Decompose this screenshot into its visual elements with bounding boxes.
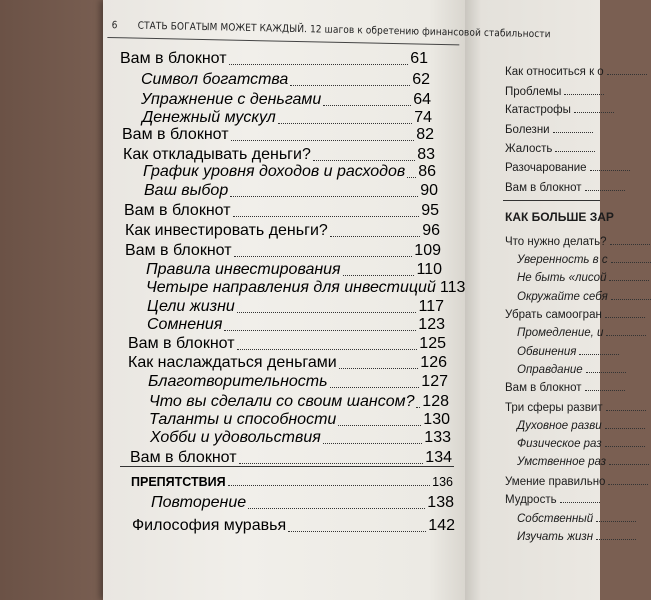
dot-leader xyxy=(323,105,411,106)
toc-entry xyxy=(505,472,648,488)
toc-entry xyxy=(149,413,450,429)
toc-entry-page: 95 xyxy=(421,202,439,219)
toc-entry-title: Вам в блокнот xyxy=(124,202,231,219)
toc-entry-title: Ваш выбор xyxy=(144,182,229,199)
page-number: 6 xyxy=(111,20,118,32)
toc-entry-title: Изучать жизн xyxy=(517,531,594,543)
toc-entry-title: Вам в блокнот xyxy=(120,50,227,67)
toc-entry-title: Вам в блокнот xyxy=(505,182,582,194)
dot-leader xyxy=(596,521,636,522)
dot-leader xyxy=(605,428,645,429)
dot-leader xyxy=(224,330,416,331)
dot-leader xyxy=(579,354,619,355)
toc-entry-title: Вам в блокнот xyxy=(125,242,232,259)
toc-entry xyxy=(130,451,452,467)
toc-entry xyxy=(505,398,646,414)
toc-entry xyxy=(132,519,455,535)
toc-entry-title: Катастрофы xyxy=(505,104,571,116)
toc-entry-title: Разочарование xyxy=(505,162,587,174)
toc-entry-title: Философия муравья xyxy=(132,517,287,534)
dot-leader xyxy=(229,64,409,65)
toc-entry xyxy=(123,148,435,164)
toc-entry-page: 113 xyxy=(439,279,466,296)
toc-entry xyxy=(151,496,454,512)
toc-entry-page: 62 xyxy=(412,71,430,88)
toc-entry-title: Как инвестировать деньги? xyxy=(125,222,328,239)
toc-entry-title: График уровня доходов и расходов xyxy=(143,163,406,180)
toc-entry-page: 96 xyxy=(422,222,440,239)
dot-leader xyxy=(239,463,424,464)
toc-entry-title: Собственный xyxy=(517,513,594,525)
toc-entry xyxy=(517,287,651,303)
dot-leader xyxy=(330,387,420,388)
dot-leader xyxy=(228,485,431,486)
toc-entry-title: Умственное раз xyxy=(517,456,606,468)
toc-entry-title: Окружайте себя xyxy=(517,291,608,303)
dot-leader xyxy=(553,132,593,133)
toc-entry-title: Вам в блокнот xyxy=(505,382,582,394)
toc-entry-title: Вам в блокнот xyxy=(130,449,237,466)
toc-entry-title: Не быть «лисой xyxy=(517,272,607,284)
toc-entry-page: 123 xyxy=(418,316,445,333)
dot-leader xyxy=(416,407,420,408)
dot-leader xyxy=(606,410,646,411)
toc-entry-page: 138 xyxy=(427,494,454,511)
dot-leader xyxy=(607,74,647,75)
toc-entry xyxy=(143,165,436,181)
dot-leader xyxy=(237,349,418,350)
toc-entry-page: 64 xyxy=(413,91,431,108)
toc-entry xyxy=(124,204,439,220)
toc-entry-page: 142 xyxy=(428,517,455,534)
toc-entry-title: Символ богатства xyxy=(141,71,289,88)
toc-entry xyxy=(128,356,447,372)
toc-entry-title: Четыре направления для инвестиций xyxy=(146,279,436,296)
dot-leader xyxy=(230,196,418,197)
dot-leader xyxy=(339,368,419,369)
dot-leader xyxy=(606,335,646,336)
toc-entry-page: 82 xyxy=(416,126,434,143)
toc-entry-title: Что нужно делать? xyxy=(505,236,607,248)
toc-entry-title: Умение правильно xyxy=(505,476,606,488)
toc-entry xyxy=(517,434,645,450)
toc-entry xyxy=(505,305,645,321)
toc-entry-title: Оправдание xyxy=(517,364,583,376)
dot-leader xyxy=(338,425,421,426)
toc-entry xyxy=(505,62,647,78)
toc-entry-page: 83 xyxy=(417,146,435,163)
toc-entry-title: Промедление, и xyxy=(517,327,604,339)
dot-leader xyxy=(407,177,416,178)
toc-entry-title: Физическое раз xyxy=(517,438,602,450)
toc-entry-page: 130 xyxy=(423,411,450,428)
toc-entry-title: Благотворительность xyxy=(148,373,328,390)
toc-entry-page: 126 xyxy=(420,354,447,371)
dot-leader xyxy=(564,94,604,95)
toc-entry-title: Хобби и удовольствия xyxy=(150,429,321,446)
dot-leader xyxy=(343,275,415,276)
toc-entry xyxy=(505,139,595,155)
toc-entry xyxy=(517,416,645,432)
toc-entry xyxy=(120,52,428,68)
toc-entry xyxy=(517,509,636,525)
toc-entry xyxy=(517,360,626,376)
section-divider xyxy=(503,200,600,201)
toc-entry-title: Как относиться к о xyxy=(505,66,604,78)
running-title: СТАТЬ БОГАТЫМ МОЖЕТ КАЖДЫЙ. 12 шагов к обретению финансовой стабильности xyxy=(137,20,551,41)
dot-leader xyxy=(248,508,425,509)
dot-leader xyxy=(590,170,630,171)
toc-entry-title: Обвинения xyxy=(517,346,577,358)
toc-entry-page: 128 xyxy=(422,393,449,410)
toc-entry-page: 110 xyxy=(416,261,442,278)
toc-entry xyxy=(505,100,614,116)
dot-leader xyxy=(278,123,412,124)
toc-entry-title: Вам в блокнот xyxy=(122,126,229,143)
toc-entry-page: 109 xyxy=(414,242,441,259)
toc-entry-title: Жалость xyxy=(505,143,553,155)
toc-entry xyxy=(125,244,441,260)
toc-entry-title: Правила инвестирования xyxy=(146,261,341,278)
dot-leader xyxy=(574,112,614,113)
toc-entry-title: Мудрость xyxy=(505,494,557,506)
toc-entry-page: 127 xyxy=(421,373,448,390)
toc-entry xyxy=(505,120,593,136)
toc-entry xyxy=(128,337,446,353)
dot-leader xyxy=(609,464,649,465)
toc-entry xyxy=(144,184,438,200)
toc-entry-page: 74 xyxy=(414,109,432,126)
dot-leader xyxy=(605,317,645,318)
toc-entry xyxy=(141,73,430,89)
toc-entry xyxy=(505,158,630,174)
toc-entry-title: Денежный мускул xyxy=(142,109,276,126)
toc-entry xyxy=(505,208,614,224)
toc-entry xyxy=(150,431,451,447)
dot-leader xyxy=(288,531,426,532)
dot-leader xyxy=(290,85,410,86)
toc-entry-page: 136 xyxy=(432,475,453,489)
dot-leader xyxy=(596,539,636,540)
dot-leader xyxy=(560,502,600,503)
dot-leader xyxy=(605,446,645,447)
toc-entry xyxy=(505,232,650,248)
dot-leader xyxy=(611,299,651,300)
dot-leader xyxy=(585,390,625,391)
toc-entry-title: Убрать самоогран xyxy=(505,309,602,321)
toc-entry-title: КАК БОЛЬШЕ ЗАР xyxy=(505,210,614,224)
dot-leader xyxy=(555,151,595,152)
dot-leader xyxy=(330,236,420,237)
dot-leader xyxy=(611,262,651,263)
toc-entry-title: Сомнения xyxy=(147,316,223,333)
toc-entry xyxy=(517,527,636,543)
dot-leader xyxy=(608,484,648,485)
toc-entry xyxy=(517,250,651,266)
section-divider xyxy=(120,466,454,467)
toc-entry-title: Три сферы развит xyxy=(505,402,603,414)
toc-entry xyxy=(148,375,448,391)
dot-leader xyxy=(323,443,423,444)
toc-entry-page: 133 xyxy=(424,429,451,446)
dot-leader xyxy=(234,256,413,257)
toc-entry xyxy=(141,93,431,109)
toc-entry-title: Уверенность в с xyxy=(517,254,608,266)
toc-entry xyxy=(517,268,649,284)
toc-entry-title: Как наслаждаться деньгами xyxy=(128,354,337,371)
toc-entry-title: Проблемы xyxy=(505,86,562,98)
toc-entry xyxy=(146,263,442,279)
toc-entry xyxy=(505,378,625,394)
dot-leader xyxy=(233,216,420,217)
toc-entry-title: Повторение xyxy=(151,494,247,511)
toc-entry-title: Как откладывать деньги? xyxy=(123,146,311,163)
toc-entry xyxy=(517,452,649,468)
toc-entry xyxy=(517,323,646,339)
toc-entry xyxy=(505,82,604,98)
toc-entry-title: Цели жизни xyxy=(147,298,235,315)
dot-leader xyxy=(585,190,625,191)
toc-entry-title: ПРЕПЯТСТВИЯ xyxy=(131,475,226,489)
toc-entry xyxy=(142,111,432,127)
toc-entry-title: Духовное разви xyxy=(517,420,602,432)
toc-entry xyxy=(149,395,449,411)
toc-entry-page: 61 xyxy=(410,50,428,67)
toc-entry-page: 134 xyxy=(425,449,452,466)
toc-entry xyxy=(147,318,445,334)
dot-leader xyxy=(610,244,650,245)
toc-entry xyxy=(147,300,444,316)
dot-leader xyxy=(609,280,649,281)
dot-leader xyxy=(313,160,415,161)
dot-leader xyxy=(231,140,415,141)
dot-leader xyxy=(237,312,417,313)
dot-leader xyxy=(586,372,626,373)
toc-entry-page: 125 xyxy=(419,335,446,352)
toc-entry-page: 90 xyxy=(420,182,438,199)
toc-entry-title: Что вы сделали со своим шансом? xyxy=(149,393,415,410)
toc-entry-title: Вам в блокнот xyxy=(128,335,235,352)
toc-entry xyxy=(125,224,440,240)
toc-entry-title: Таланты и способности xyxy=(149,411,337,428)
toc-entry-title: Упражнение с деньгами xyxy=(141,91,322,108)
toc-entry xyxy=(122,128,434,144)
toc-entry xyxy=(131,473,453,489)
toc-entry-page: 86 xyxy=(418,163,436,180)
toc-entry xyxy=(505,178,625,194)
toc-entry xyxy=(146,279,466,297)
toc-entry xyxy=(505,490,600,506)
toc-entry xyxy=(517,342,619,358)
toc-entry-page: 117 xyxy=(418,298,444,315)
toc-entry-title: Болезни xyxy=(505,124,550,136)
